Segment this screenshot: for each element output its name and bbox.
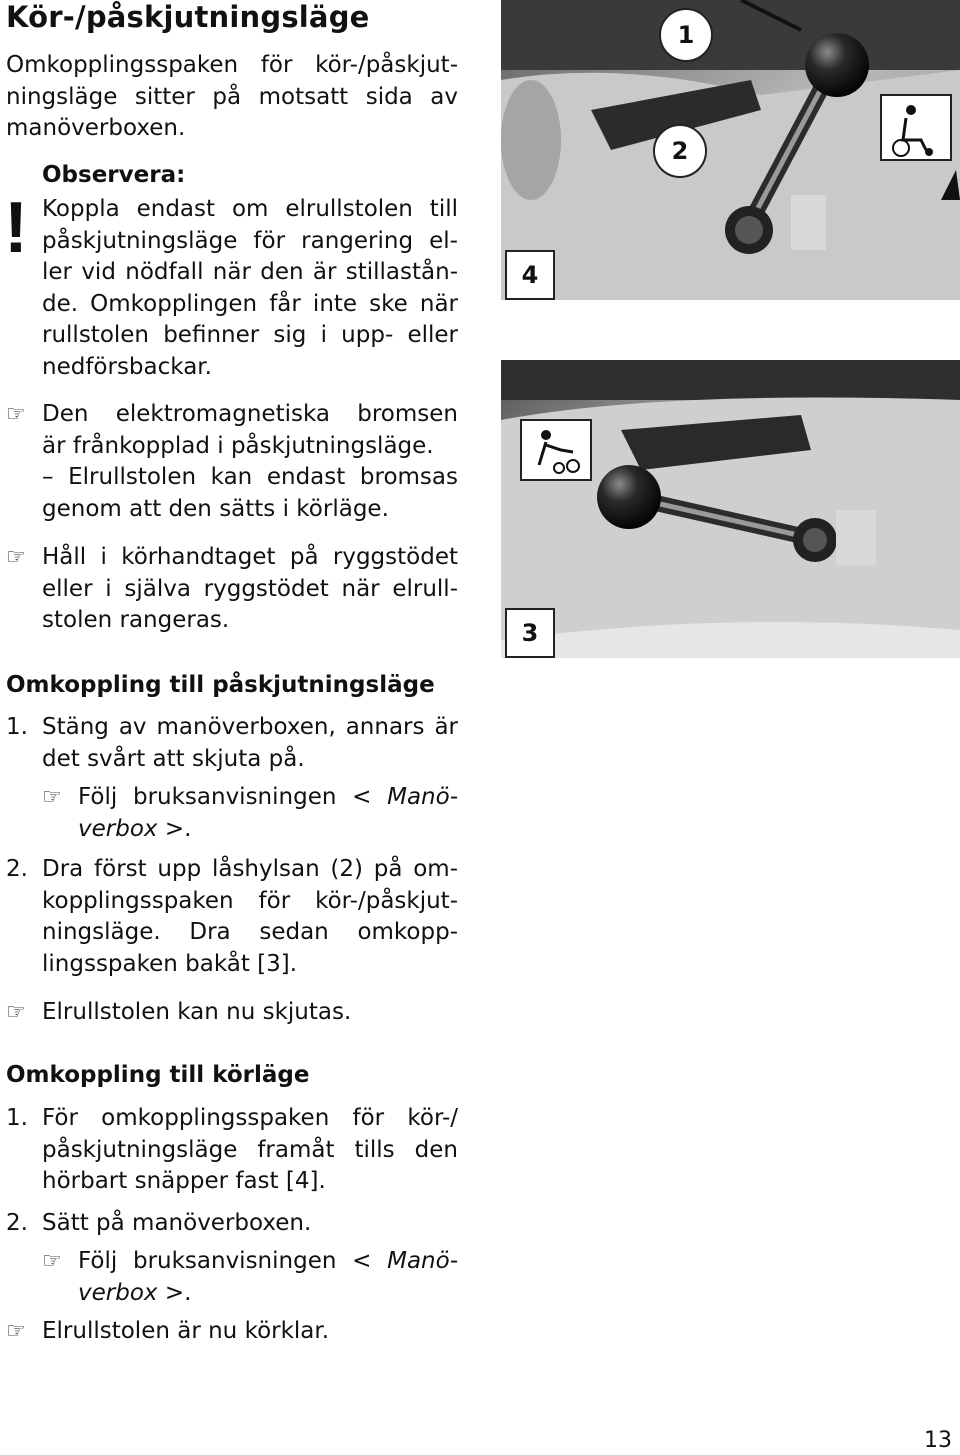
callout-2: 2 [653,124,707,178]
photo-push-mode-illustration [501,360,960,658]
step-text: För omkopplingsspaken för kör-/ påskjutningsläge framåt tills den hörbart snäpper fast [4]. [42,1105,458,1194]
step-text: Sätt på manöverboxen. [42,1210,312,1236]
step-note: Följ bruksanvisningen < Manö- verbox >. [78,1248,458,1306]
section-title-drive-mode: Omkoppling till körläge [6,1062,310,1088]
pointing-hand-icon: ☞ [42,1249,62,1274]
pointing-hand-icon: ☞ [6,545,26,570]
callout-1: 1 [659,8,713,62]
note-handle: Håll i körhandtaget på ryggstödet eller i själva ryggstödet när elrull- stolen rangeras. [42,544,458,633]
step-note: Följ bruksanvisningen < Manö- verbox >. [78,784,458,842]
pointing-hand-icon: ☞ [6,1000,26,1025]
photo-push-mode-lever [501,360,960,658]
step-text: Dra först upp låshylsan (2) på om- kopplingsspaken för kör-/påskjut- ningsläge. Dra sedan omkopp- lingsspaken bakåt [3]. [42,856,458,977]
step-number: 1. [6,1105,28,1131]
step-number: 1. [6,714,28,740]
photo-drive-mode-lever [501,0,960,300]
step-number: 2. [6,1210,28,1236]
note-brake: Den elektromagnetiska bromsen är frånkopplad i påskjutningsläge. – Elrullstolen kan endast bromsas genom att den sätts i körläge. [42,401,458,522]
page-title: Kör-/påskjutningsläge [6,0,370,34]
warning-exclamation-icon: ! [4,188,28,268]
figure-label-4: 4 [505,250,555,300]
pointing-hand-icon: ☞ [42,785,62,810]
pointing-hand-icon: ☞ [6,402,26,427]
warning-text: Koppla endast om elrullstolen till påskjutningsläge för rangering el- ler vid nödfall när den är stillastån- de. Omkopplingen får inte ske när rullstolen befinner sig i upp- eller nedförsbackar. [42,196,458,380]
warning-title: Observera: [42,162,186,188]
figure-label-3: 3 [505,608,555,658]
result-text: Elrullstolen är nu körklar. [42,1318,330,1344]
pointing-hand-icon: ☞ [6,1319,26,1344]
step-text: Stäng av manöverboxen, annars är det svårt att skjuta på. [42,714,458,772]
step-number: 2. [6,856,28,882]
page-number: 13 [924,1428,952,1453]
photo-drive-mode-illustration [501,0,960,300]
section-title-push-mode: Omkoppling till påskjutningsläge [6,672,435,698]
intro-paragraph: Omkopplingsspaken för kör-/påskjut- ningsläge sitter på motsatt sida av manöverboxen. [6,52,458,141]
result-text: Elrullstolen kan nu skjutas. [42,999,352,1025]
